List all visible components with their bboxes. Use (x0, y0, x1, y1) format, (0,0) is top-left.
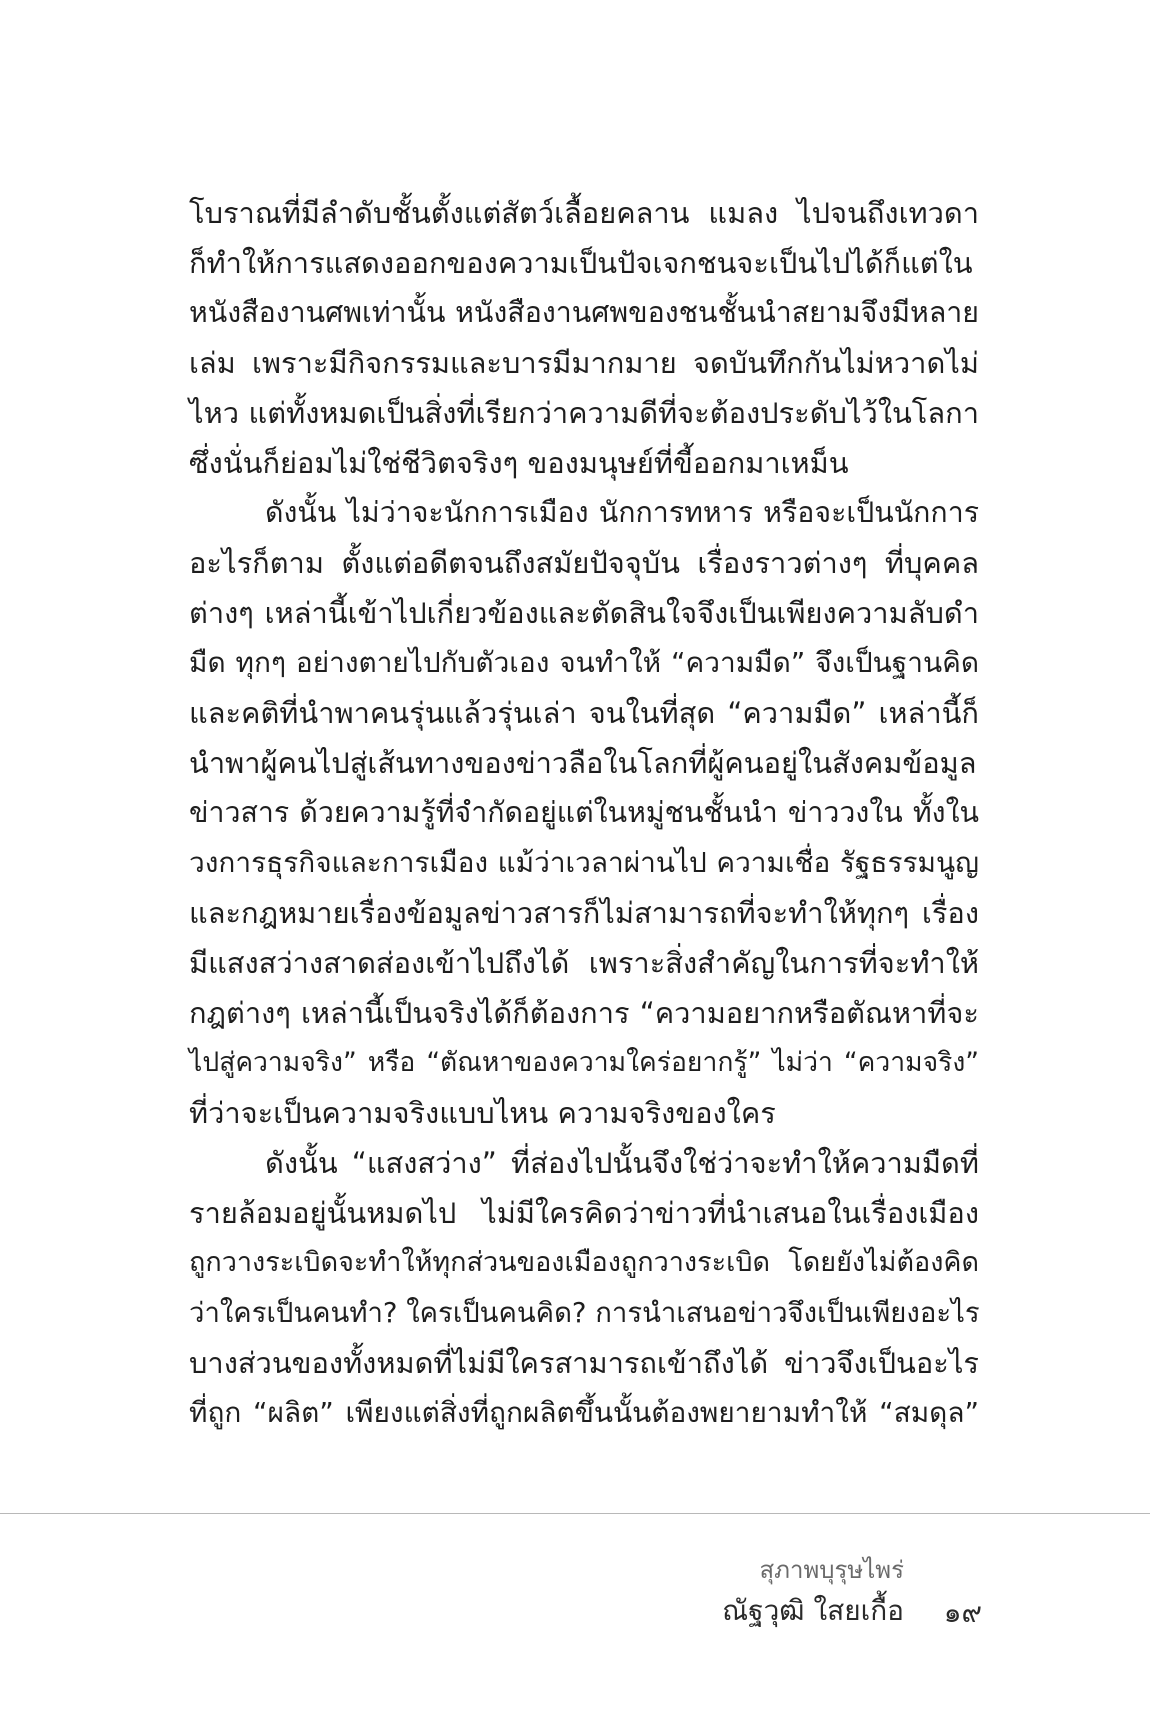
text-line: ก็ทำให้การแสดงออกของความเป็นปัจเจกชนจะเป็นไปได้ก็แต่ใน (189, 246, 973, 280)
text-line: บางส่วนของทั้งหมดที่ไม่มีใครสามารถเข้าถึงได้ ข่าวจึงเป็นอะไร (189, 1346, 979, 1380)
text-line: ไปสู่ความจริง” หรือ “ตัณหาของความใคร่อยากรู้” ไม่ว่า “ความจริง” (189, 1047, 979, 1078)
text-line: ข่าวสาร ด้วยความรู้ที่จำกัดอยู่แต่ในหมู่ชนชั้นนำ ข่าววงใน ทั้งใน (189, 796, 979, 829)
text-line: นำพาผู้คนไปสู่เส้นทางของข่าวลือในโลกที่ผู้คนอยู่ในสังคมข้อมูล (189, 746, 977, 780)
text-line: ที่ว่าจะเป็นความจริงแบบไหน ความจริงของใคร (189, 1096, 776, 1130)
text-line: และคติที่นำพาคนรุ่นแล้วรุ่นเล่า จนในที่สุด “ความมืด” เหล่านี้ก็ (189, 696, 979, 730)
running-footer-author: ณัฐวุฒิ ใสยเกื้อ (722, 1594, 904, 1627)
running-footer-book-title: สุภาพบุรุษไพร่ (759, 1556, 904, 1584)
text-line: ดังนั้น “แสงสว่าง” ที่ส่องไปนั้นจึงใช่ว่าจะทำให้ความมืดที่ (265, 1146, 979, 1180)
page-number: ๑๙ (943, 1596, 982, 1629)
text-line: ดังนั้น ไม่ว่าจะนักการเมือง นักการทหาร หรือจะเป็นนักการ (265, 496, 979, 529)
text-line: กฎต่างๆ เหล่านี้เป็นจริงได้ก็ต้องการ “ความอยากหรือตัณหาที่จะ (189, 996, 979, 1030)
text-line: ซึ่งนั่นก็ย่อมไม่ใช่ชีวิตจริงๆ ของมนุษย์ที่ขี้ออกมาเหม็น (189, 446, 849, 480)
text-line: ต่างๆ เหล่านี้เข้าไปเกี่ยวข้องและตัดสินใจจึงเป็นเพียงความลับดำ (189, 596, 979, 630)
text-line: เล่ม เพราะมีกิจกรรมและบารมีมากมาย จดบันทึกกันไม่หวาดไม่ (189, 346, 979, 380)
text-line: อะไรก็ตาม ตั้งแต่อดีตจนถึงสมัยปัจจุบัน เรื่องราวต่างๆ ที่บุคคล (189, 546, 979, 580)
text-line: วงการธุรกิจและการเมือง แม้ว่าเวลาผ่านไป ความเชื่อ รัฐธรรมนูญ (189, 846, 979, 879)
text-line: ถูกวางระเบิดจะทำให้ทุกส่วนของเมืองถูกวางระเบิด โดยยังไม่ต้องคิด (189, 1247, 979, 1278)
text-line: ว่าใครเป็นคนทำ? ใครเป็นคนคิด? การนำเสนอข่าวจึงเป็นเพียงอะไร (189, 1297, 980, 1329)
text-line: รายล้อมอยู่นั้นหมดไป ไม่มีใครคิดว่าข่าวที่นำเสนอในเรื่องเมือง (189, 1196, 979, 1230)
text-line: มีแสงสว่างสาดส่องเข้าไปถึงได้ เพราะสิ่งสำคัญในการที่จะทำให้ (189, 946, 979, 980)
text-line: และกฎหมายเรื่องข้อมูลข่าวสารก็ไม่สามารถที่จะทำให้ทุกๆ เรื่อง (189, 896, 979, 930)
text-line: หนังสืองานศพเท่านั้น หนังสืองานศพของชนชั้นนำสยามจึงมีหลาย (189, 296, 979, 329)
footer-divider (0, 1513, 1150, 1514)
text-line: มืด ทุกๆ อย่างตายไปกับตัวเอง จนทำให้ “ความมืด” จึงเป็นฐานคิด (189, 646, 979, 679)
body-text (189, 188, 979, 1438)
text-line: ไหว แต่ทั้งหมดเป็นสิ่งที่เรียกว่าความดีที่จะต้องประดับไว้ในโลกา (189, 396, 979, 430)
text-line: ที่ถูก “ผลิต” เพียงแต่สิ่งที่ถูกผลิตขึ้นนั้นต้องพยายามทำให้ “สมดุล” (189, 1396, 979, 1429)
text-line: โบราณที่มีลำดับชั้นตั้งแต่สัตว์เลื้อยคลาน แมลง ไปจนถึงเทวดา (189, 196, 979, 230)
